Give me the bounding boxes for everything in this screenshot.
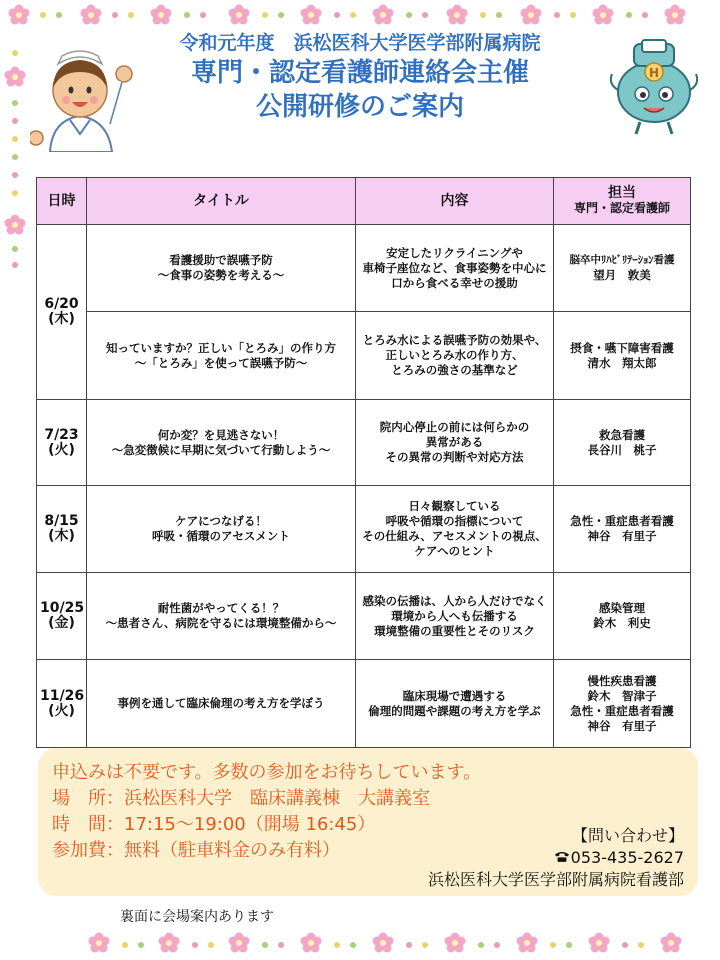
dot <box>494 942 500 948</box>
svg-text:H: H <box>648 66 660 80</box>
staff-name: 鈴木 智津子 <box>587 688 657 703</box>
title-cell <box>87 573 356 660</box>
dot <box>40 12 46 18</box>
flower-icon <box>158 932 180 954</box>
dot <box>192 942 198 948</box>
content-line: 感染の伝播は、人から人だけでなく <box>362 593 547 608</box>
title-line: 知っていますか？正しい「とろみ」の作り方 <box>106 340 336 355</box>
title-line: 看護援助で誤嚥予防 <box>169 253 273 267</box>
dot <box>350 12 356 18</box>
title-line: ～急変徴候に早期に気づいて行動しよう～ <box>111 442 331 457</box>
content-line: 安定したリクライニングや <box>386 245 523 260</box>
content-line: 臨床現場で遭遇する <box>402 688 507 703</box>
dot <box>12 154 18 160</box>
title-line: 事例を通して臨床倫理の考え方を学ぼう <box>117 696 325 710</box>
flower-icon <box>446 4 468 26</box>
staff-specialty: 急性・重症患者看護 <box>570 514 674 528</box>
date-day: 7/23 <box>44 426 79 443</box>
dot <box>480 12 486 18</box>
date-day: 10/25 <box>40 600 85 616</box>
dot <box>642 12 648 18</box>
header-organizer: 専門・認定看護師連絡会主催 <box>190 58 529 88</box>
content-line: 異常がある <box>425 435 484 449</box>
dot <box>622 942 628 948</box>
dot <box>554 12 560 18</box>
table-header-row <box>37 178 691 225</box>
staff-specialty: 脳卒中ﾘﾊﾋﾞﾘﾃｰｼｮﾝ看護 <box>569 254 675 266</box>
info-time: 時 間：17:15～19:00（開場 16:45） <box>52 814 376 835</box>
flower-icon <box>88 932 110 954</box>
staff-name: 神谷 有里子 <box>587 718 657 733</box>
dot <box>208 942 214 948</box>
info-box <box>38 748 698 896</box>
column-header-staff <box>554 178 691 225</box>
date-weekday: (火) <box>48 441 75 458</box>
table-row <box>37 225 691 312</box>
dot <box>12 50 18 56</box>
date-cell <box>37 225 87 400</box>
staff-specialty: 慢性疾患看護 <box>587 673 657 688</box>
date-day: 8/15 <box>44 513 79 529</box>
dot <box>278 12 284 18</box>
title-line: 耐性菌がやってくる！？ <box>157 601 285 615</box>
content-line: とろみ水による誤嚥予防の効果や、 <box>362 333 547 347</box>
contact-label: 【問い合わせ】 <box>571 826 684 845</box>
dot <box>278 942 284 948</box>
title-line: 呼吸・循環のアセスメント <box>152 529 290 543</box>
title-line: ケアにつなげる！ <box>175 514 267 528</box>
column-header-staff-label: 担当 <box>608 185 636 201</box>
flower-icon <box>150 4 172 26</box>
table-row <box>37 573 691 660</box>
flower-icon <box>228 4 250 26</box>
content-cell <box>356 225 554 312</box>
dot <box>262 942 268 948</box>
content-line: 倫理的問題や課題の考え方を学ぶ <box>368 703 541 718</box>
info-fee: 参加費：無料（駐車料金のみ有料） <box>52 840 340 861</box>
content-line: 正しいとろみ水の作り方、 <box>385 348 524 362</box>
dot <box>184 12 190 18</box>
date-weekday: (木) <box>48 311 75 327</box>
content-cell <box>356 660 554 748</box>
flower-icon <box>588 932 610 954</box>
dot <box>422 942 428 948</box>
date-cell <box>37 573 87 660</box>
date-day: 11/26 <box>40 687 85 704</box>
dot <box>56 12 62 18</box>
column-header-date: 日時 <box>37 178 87 225</box>
date-cell <box>37 400 87 486</box>
dot <box>334 12 340 18</box>
staff-specialty: 急性・重症患者看護 <box>570 703 674 718</box>
content-line: その仕組み、アセスメントの視点、 <box>362 529 547 543</box>
dot <box>570 12 576 18</box>
hospital-mascot <box>604 30 704 140</box>
content-line: 環境整備の重要性とそのリスク <box>374 623 535 638</box>
staff-name: 鈴木 利史 <box>593 616 651 630</box>
contact-phone[interactable]: 053-435-2627 <box>570 848 684 867</box>
flower-icon <box>300 932 322 954</box>
title-cell <box>87 312 356 400</box>
flower-icon <box>80 4 102 26</box>
flower-icon <box>372 932 394 954</box>
content-line: 日々観察している <box>408 499 501 513</box>
dot <box>12 136 18 142</box>
dot <box>638 942 644 948</box>
dot <box>12 172 18 178</box>
dot <box>626 12 632 18</box>
dot <box>12 262 18 268</box>
content-line: 環境から人へも伝播する <box>391 608 518 623</box>
title-cell <box>87 400 356 486</box>
dot <box>12 190 18 196</box>
staff-cell <box>554 486 691 573</box>
flower-icon <box>4 66 26 88</box>
dot <box>334 942 340 948</box>
staff-name: 神谷 有里子 <box>587 529 657 543</box>
content-line: その異常の判断や対応方法 <box>385 450 524 464</box>
title-cell <box>87 225 356 312</box>
dot <box>200 12 206 18</box>
date-cell <box>37 486 87 573</box>
flower-icon <box>664 4 686 26</box>
dot <box>128 12 134 18</box>
info-venue: 場 所：浜松医科大学 臨床講義棟 大講義室 <box>52 788 430 809</box>
schedule-table <box>36 177 691 748</box>
dot <box>12 246 18 252</box>
content-line: とろみの強さの基準など <box>391 363 518 377</box>
content-line: 車椅子座位など、食事姿勢を中心に <box>362 260 547 275</box>
dot <box>406 12 412 18</box>
dot <box>406 942 412 948</box>
flower-icon <box>520 4 542 26</box>
content-line: 呼吸や循環の指標について <box>385 514 524 528</box>
dot <box>112 12 118 18</box>
staff-name: 長谷川 桃子 <box>587 442 657 457</box>
flower-icon <box>8 4 30 26</box>
flower-icon <box>372 4 394 26</box>
date-day: 6/20 <box>44 296 79 312</box>
date-weekday: (木) <box>48 528 75 544</box>
dot <box>478 942 484 948</box>
content-cell <box>356 573 554 660</box>
staff-cell <box>554 660 691 748</box>
staff-cell <box>554 573 691 660</box>
table-row <box>37 486 691 573</box>
date-weekday: (火) <box>48 702 75 719</box>
info-registration: 申込みは不要です。多数の参加をお待ちしています。 <box>52 762 482 783</box>
staff-name: 望月 敦美 <box>593 268 651 282</box>
table-row <box>37 312 691 400</box>
title-line: ～患者さん、病院を守るには環境整備から～ <box>105 616 337 630</box>
dot <box>12 100 18 106</box>
staff-cell <box>554 312 691 400</box>
dot <box>12 118 18 124</box>
flower-icon <box>4 214 26 236</box>
flower-icon <box>516 932 538 954</box>
content-line: 院内心停止の前には何らかの <box>379 420 530 434</box>
flower-icon <box>300 4 322 26</box>
title-line: ～食事の姿勢を考える～ <box>157 268 285 282</box>
dot <box>262 12 268 18</box>
dot <box>566 942 572 948</box>
header-hospital: 令和元年度 浜松医科大学医学部附属病院 <box>179 32 541 54</box>
staff-specialty: 救急看護 <box>599 427 645 442</box>
title-line: ～「とろみ」を使って誤嚥予防～ <box>134 355 308 370</box>
title-cell <box>87 486 356 573</box>
staff-specialty: 感染管理 <box>599 601 645 615</box>
phone-icon <box>553 847 571 869</box>
column-header-title: タイトル <box>87 178 356 225</box>
staff-specialty: 摂食・嚥下障害看護 <box>570 340 674 355</box>
table-row <box>37 660 691 748</box>
dot <box>496 12 502 18</box>
footer-note: 裏面に会場案内あります <box>120 909 274 925</box>
content-cell <box>356 486 554 573</box>
title-line: 何か変？を見逃さない！ <box>157 427 285 442</box>
title-cell <box>87 660 356 748</box>
column-header-staff-sub: 専門・認定看護師 <box>573 201 670 215</box>
page-header <box>120 30 600 124</box>
flower-icon <box>228 932 250 954</box>
dot <box>350 942 356 948</box>
staff-name: 清水 翔太郎 <box>587 355 657 370</box>
staff-cell <box>554 400 691 486</box>
contact-dept: 浜松医科大学医学部附属病院看護部 <box>427 870 684 889</box>
table-row <box>37 400 691 486</box>
date-weekday: (金) <box>48 615 75 631</box>
date-cell <box>37 660 87 748</box>
flower-icon <box>444 932 466 954</box>
column-header-content: 内容 <box>356 178 554 225</box>
contact-phone-line <box>428 847 684 869</box>
content-line: ケアへのヒント <box>414 544 495 558</box>
staff-cell <box>554 225 691 312</box>
content-cell <box>356 312 554 400</box>
dot <box>422 12 428 18</box>
content-line: 口から食べる幸せの援助 <box>391 275 518 290</box>
flower-icon <box>660 932 682 954</box>
content-cell <box>356 400 554 486</box>
dot <box>550 942 556 948</box>
dot <box>138 942 144 948</box>
page-title: 公開研修のご案内 <box>255 92 464 122</box>
dot <box>122 942 128 948</box>
contact-block <box>428 825 684 891</box>
flower-icon <box>592 4 614 26</box>
